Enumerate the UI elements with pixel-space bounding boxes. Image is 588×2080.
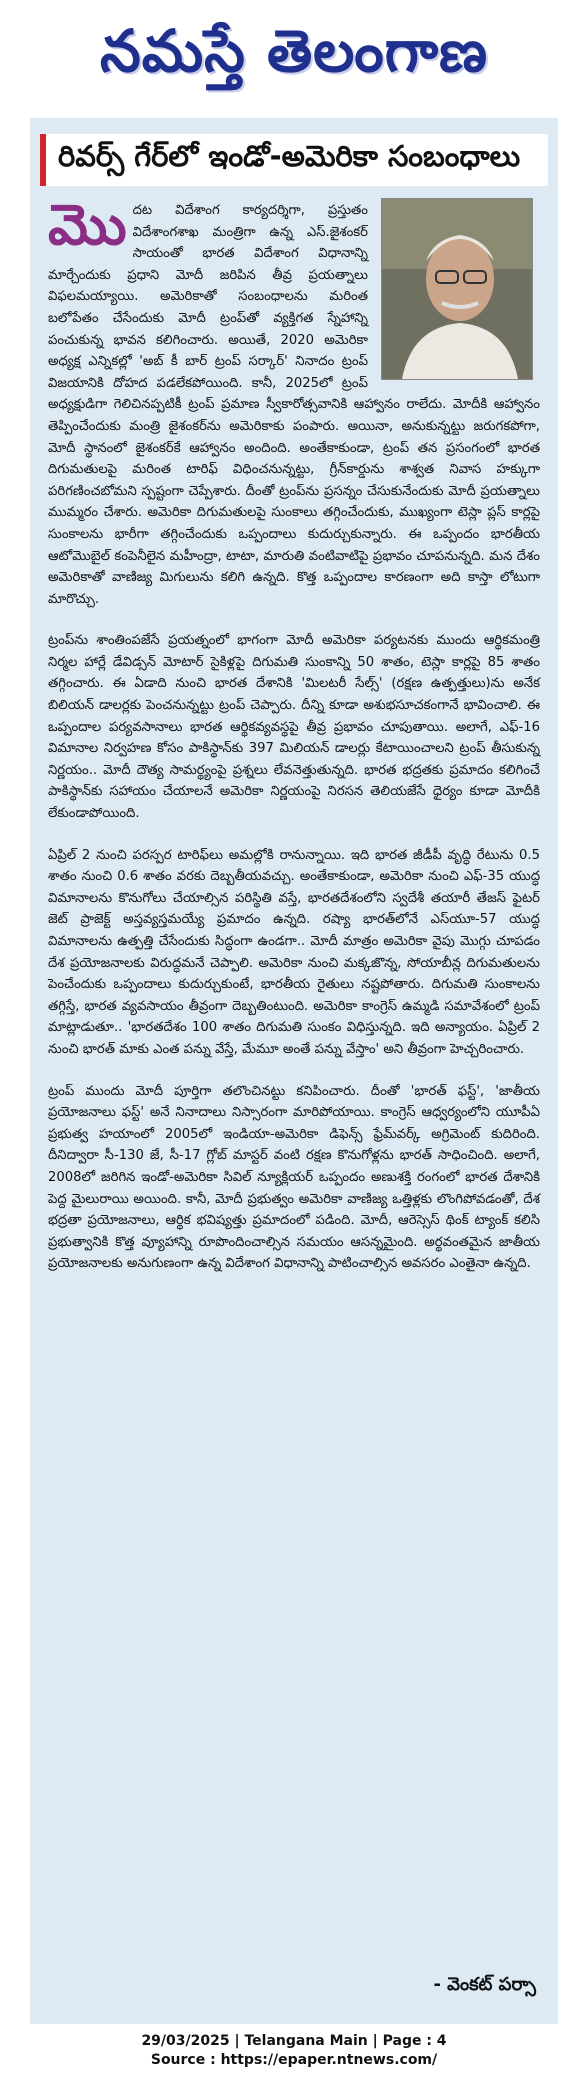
footer-source-link[interactable]: Source : https://epaper.ntnews.com/ [150, 2052, 438, 2068]
footer-date-page: 29/03/2025 | Telangana Main | Page : 4 [141, 2033, 447, 2049]
author-byline: - వెంకట్ పర్సా [433, 1974, 536, 1995]
article-headline [40, 134, 548, 186]
photo-spacer [376, 200, 540, 382]
article-panel [30, 118, 558, 2024]
intro-continued: పంచుకున్న భావన కలిగించారు. అయితే, 2020 అమెరికా అధ్యక్ష ఎన్నికల్లో 'అబ్ కీ బార్ ట్రంప్ సర్కార్' నినాదం ట్రంప్ విజయానికి దోహద పడలేకపోయింది. కానీ, 2025లో ట్రంప్ అధ్యక్షుడిగా గెలిచినప్పటికీ ట్రంప్ ప్రమాణ స్వీకారోత్సవానికి ఆహ్వానం రాలేదు. మోదీకి ఆహ్వానం తెప్పించేందుకు మంత్రి జైశంకర్‌ను అమెరికాకు పంపారు. అయినా, అనుకున్నట్టు జరుగకపోగా, మోదీ స్థానంలో జైశంకర్‌కే ఆహ్వానం అందింది. అంతేకాకుండా, ట్రంప్ తన ప్రసంగంలో భారత దిగుమతులపై మరింత టారిఫ్ విధించనున్నట్టు, గ్రీన్‌కార్డును శాశ్వత నివాస హక్కుగా పరిగణించబోమని స్పష్టంగా చెప్పేశారు. దీంతో ట్రంప్‌ను ప్రసన్నం చేసుకునేందుకు మోదీ ప్రయత్నాలు ముమ్మరం చేశారు. అమెరికా దిగుమతులపై సుంకాలు తగ్గించేందుకు, ముఖ్యంగా టెస్లా ప్లస్ కార్లపై సుంకాలను భారీగా తగ్గించేందుకు ఒప్పందాలు కుదుర్చుకున్నారు. ఈ ఒప్పందం భారతీయ ఆటోమొబైల్ కంపెనీలైన మహీంద్రా, టాటా, మారుతి వంటివాటిపై ప్రభావం చూపనున్నది. మన దేశం అమెరికాతో వాణిజ్య మిగులును కలిగి ఉన్నది. కొత్త ఒప్పందాల కారణంగా అది కాస్తా లోటుగా మారొచ్చు. [48, 332, 540, 607]
masthead [30, 8, 558, 108]
article-paragraph-2: ట్రంప్‌ను శాంతింపజేసే ప్రయత్నంలో భాగంగా మోదీ అమెరికా పర్యటనకు ముందు ఆర్థికమంత్రి నిర్మల హార్లే డేవిడ్సన్ మోటార్ సైకిళ్లపై దిగుమతి సుంకాన్ని 50 శాతం, టెస్లా కార్లపై 85 శాతం తగ్గించారు. ఈ ఏడాది నుంచి భారత దేశానికి 'మిలటరీ సేల్స్' (రక్షణ ఉత్పత్తులు)ను అనేక బిలియన్ డాలర్లకు పెంచనున్నట్టు ట్రంప్ చెప్పారు. దీన్ని కూడా అశుభసూచకంగానే భావించాలి. ఈ ఒప్పందాల పర్యవసానాలు భారత ఆర్థికవ్యవస్థపై తీవ్ర ప్రభావం చూపుతాయి. అలాగే, ఎఫ్-16 విమానాల నిర్వహణ కోసం పాకిస్థాన్‌కు 397 మిలియన్ డాలర్లు కేటాయించాలని ట్రంప్ తీసుకున్న నిర్ణయం.. మోదీ దౌత్య సామర్థ్యంపై ప్రశ్నలు లేవనెత్తుతున్నది. భారత భద్రతకు ప్రమాదం కలిగించే పాకిస్థాన్‌కు సహాయం చేయాలనే అమెరికా నిర్ణయంపై నిరసన తెలియజేసే ధైర్యం కూడా మోదీకి లేకుండాపోయింది. [48, 633, 540, 822]
intro-text: దట విదేశాంగ కార్యదర్శిగా, ప్రస్తుతం విదేశాంగశాఖ మంత్రిగా ఉన్న ఎస్.జైశంకర్ సాయంతో భారత విదేశాంగ విధానాన్ని మార్చేందుకు ప్రధాని మోదీ జరిపిన తీవ్ర ప్రయత్నాలు విఫలమయ్యాయి. అమెరికాతో సంబంధాలను మరింత బలోపేతం చేసేందుకు మోదీ ట్రంప్‌తో వ్యక్తిగత స్నేహాన్ని [48, 203, 368, 326]
article-paragraph-3: ఏప్రిల్ 2 నుంచి పరస్పర టారిఫ్‌లు అమల్లోకి రానున్నాయి. ఇది భారత జీడీపీ వృద్ధి రేటును 0.5 శాతం నుంచి 0.6 శాతం వరకు దెబ్బతీయవచ్చు. అంతేకాకుండా, అమెరికా నుంచి ఎఫ్-35 యుద్ధ విమానాలను కొనుగోలు చేయాల్సిన పరిస్థితి వస్తే, భారతదేశంలోని స్వదేశీ తయారీ తేజస్ ఫైటర్ జెట్ ప్రాజెక్ట్ అస్తవ్యస్తమయ్యే ప్రమాదం ఉన్నది. రష్యా భారత్‌లోనే ఎస్‌యూ-57 యుద్ధ విమానాలను ఉత్పత్తి చేసేందుకు సిద్ధంగా ఉండగా.. మోదీ మాత్రం అమెరికా వైపు మొగ్గు చూపడం దేశ ప్రయోజనాలకు విరుద్ధమనే చెప్పాలి. అమెరికా నుంచి మక్కజొన్న, సోయాబీన్ల దిగుమతులను పెంచేందుకు ఒప్పందాలు కుదుర్చుకుంటే, భారతీయ రైతులు నష్టపోతారు. దిగుమతి సుంకాలను తగ్గిస్తే, భారత వ్యవసాయం తీవ్రంగా దెబ్బతింటుంది. అమెరికా కాంగ్రెస్ ఉమ్మడి సమావేశంలో ట్రంప్ మాట్లాడుతూ.. 'భారతదేశం 100 శాతం దిగుమతి సుంకం విధిస్తున్నది. ఇది అన్యాయం. ఏప్రిల్ 2 నుంచి భారత్ మాకు ఎంత పన్ను వేస్తే, మేమూ అంతే పన్ను వేస్తాం' అని తీవ్రంగా హెచ్చరించారు. [48, 847, 540, 1057]
drop-cap: మొ [48, 193, 127, 258]
page-footer [0, 2032, 588, 2070]
article-body [48, 193, 540, 1295]
article-paragraph-1 [48, 193, 540, 610]
article-paragraph-4: ట్రంప్ ముందు మోదీ పూర్తిగా తలొంచినట్టు కనిపించారు. దీంతో 'భారత్ ఫస్ట్', 'జాతీయ ప్రయోజనాలు ఫస్ట్' అనే నినాదాలు నిస్సారంగా మారిపోయాయి. కాంగ్రెస్ ఆధ్వర్యంలోని యూపీఏ ప్రభుత్వ హయాంలో 2005లో ఇండియా-అమెరికా డిఫెన్స్ ఫ్రేమ్‌వర్క్ అగ్రిమెంట్ కుదిరింది. దీనిద్వారా సీ-130 జే, సీ-17 గ్లోబ్ మాస్టర్ వంటి రక్షణ కొనుగోళ్లను భారత్ సాధించింది. అలాగే, 2008లో జరిగిన ఇండో-అమెరికా సివిల్ న్యూక్లియర్ ఒప్పందం అణుశక్తి రంగంలో భారత దేశానికి పెద్ద మైలురాయి అయింది. కానీ, మోదీ ప్రభుత్వం అమెరికా వాణిజ్య ఒత్తిళ్లకు లొంగిపోవడంతో, దేశ భద్రతా ప్రయోజనాలు, ఆర్థిక భవిష్యత్తు ప్రమాదంలో పడింది. మోదీ, ఆరెస్సెస్ థింక్ ట్యాంక్ కలిసి ప్రభుత్వానికి కొత్త వ్యూహాన్ని రూపొందించాల్సిన సమయం ఆసన్నమైంది. అర్థవంతమైన జాతీయ ప్రయోజనాలకు అనుగుణంగా ఉన్న విదేశాంగ విధానాన్ని పాటించాల్సిన అవసరం ఎంతైనా ఉన్నది. [48, 1083, 540, 1272]
headline-text: రివర్స్ గేర్‌లో ఇండో-అమెరికా సంబంధాలు [58, 139, 521, 173]
masthead-title: నమస్తే తెలంగాణ [100, 16, 488, 85]
